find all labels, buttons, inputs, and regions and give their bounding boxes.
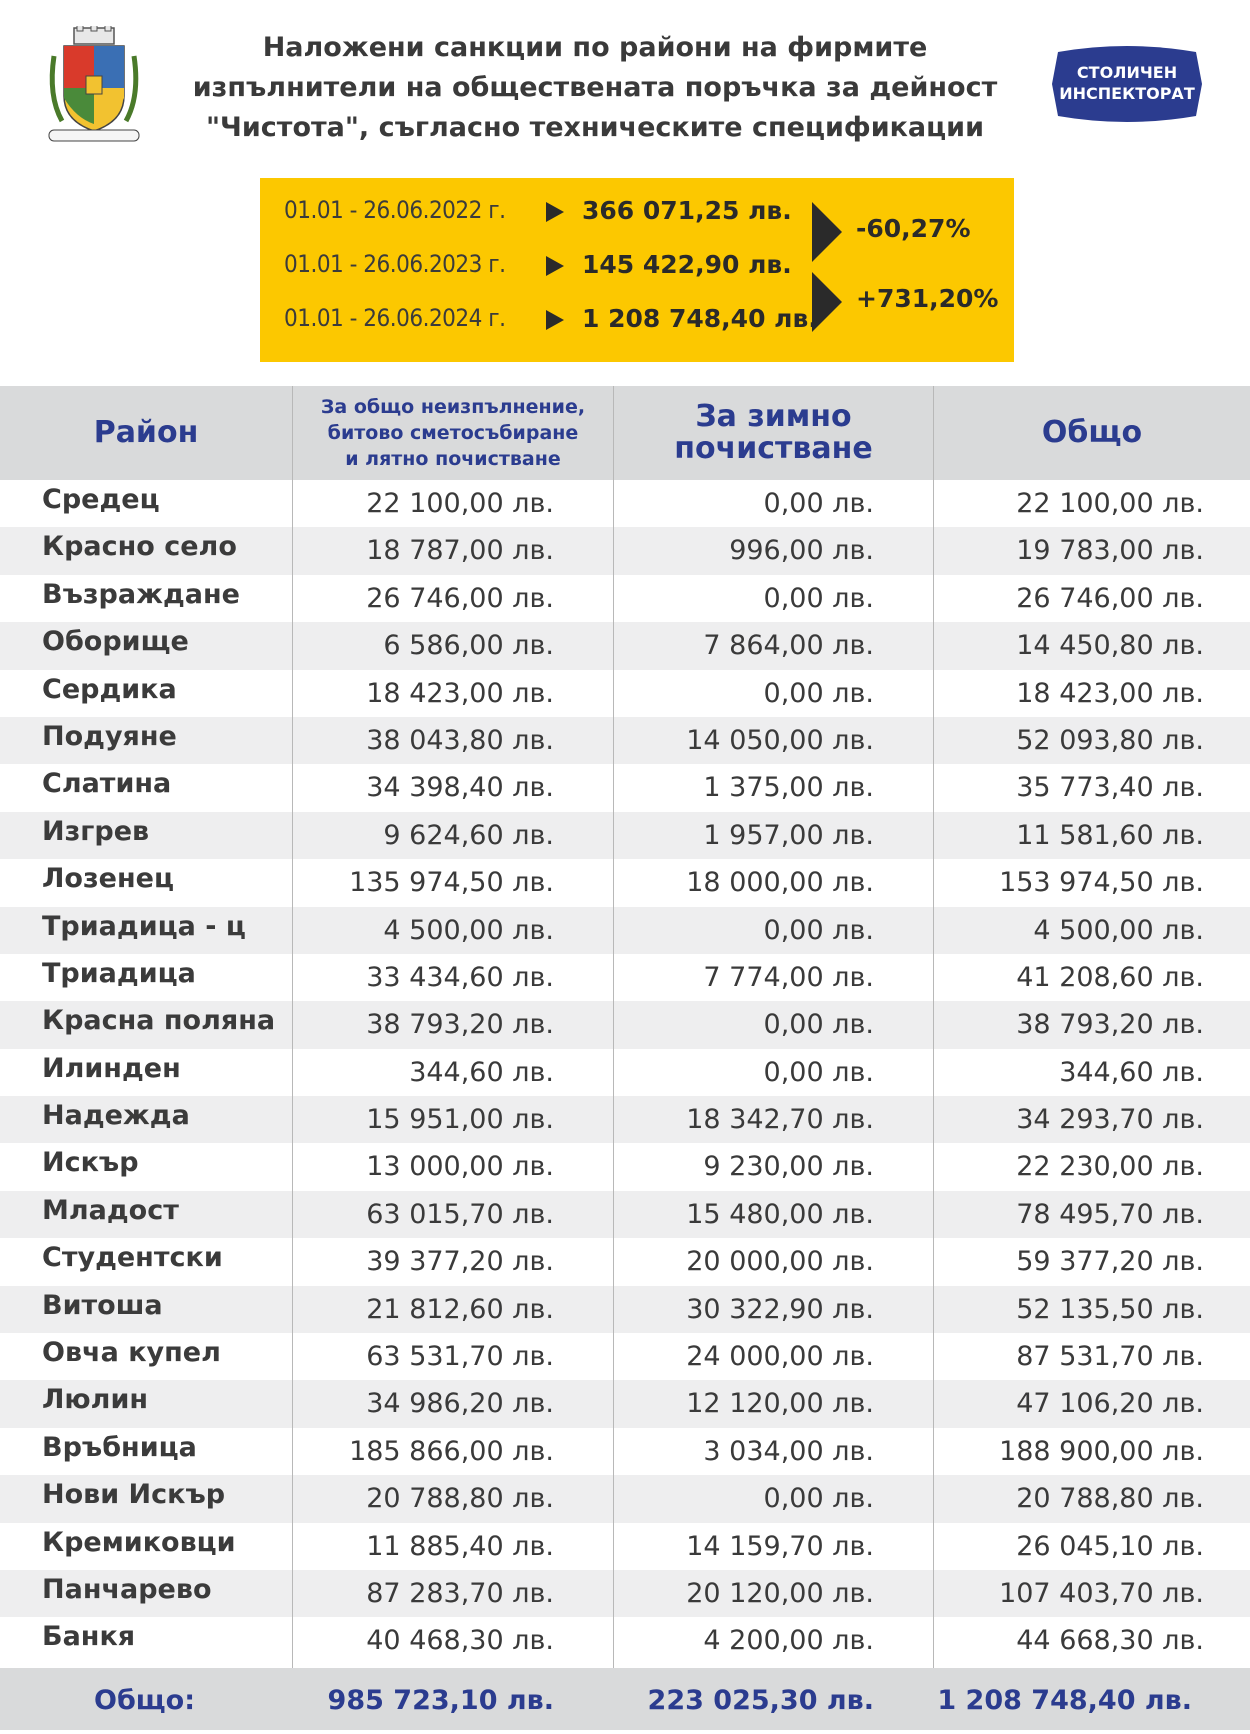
winter-cell: 7 864,00 лв. [703,630,874,662]
district-cell: Илинден [42,1052,181,1084]
general-cell: 6 586,00 лв. [383,630,554,662]
table-row [0,1333,1250,1380]
sofia-coat-of-arms-logo [44,26,144,146]
district-cell: Витоша [42,1289,163,1321]
header-general-line: За общо неизпълнение, [320,396,586,418]
table-row [0,670,1250,717]
total-cell: 22 100,00 лв. [1016,488,1204,519]
title-line-3: "Чистота", съгласно техническите спецификации [205,112,985,143]
district-cell: Студентски [42,1242,223,1274]
winter-cell: 24 000,00 лв. [686,1341,874,1373]
page-title [180,28,1010,148]
winter-cell: 0,00 лв. [763,914,874,946]
winter-cell: 1 375,00 лв. [703,772,874,804]
table-row [0,1191,1250,1238]
total-cell: 344,60 лв. [1059,1056,1204,1088]
winter-cell: 14 159,70 лв. [686,1530,874,1562]
winter-cell: 18 000,00 лв. [686,867,874,899]
table-row [0,1428,1250,1475]
table-row [0,622,1250,669]
summary-period: 01.01 - 26.06.2022 г. [284,196,506,224]
district-cell: Подуяне [42,720,177,752]
total-cell: 26 746,00 лв. [1016,582,1204,614]
total-cell: 22 230,00 лв. [1016,1151,1204,1183]
winter-cell: 1 957,00 лв. [703,819,874,851]
district-cell: Кремиковци [42,1526,236,1558]
winter-cell: 0,00 лв. [763,488,874,519]
winter-cell: 4 200,00 лв. [703,1625,874,1657]
general-cell: 39 377,20 лв. [366,1246,554,1278]
table-row [0,1475,1250,1522]
winter-cell: 7 774,00 лв. [703,961,874,993]
table-row [0,1523,1250,1570]
table-row [0,480,1250,527]
summary-period: 01.01 - 26.06.2023 г. [284,250,506,278]
total-cell: 20 788,80 лв. [1016,1483,1204,1515]
district-cell: Сердика [42,673,177,705]
table-body [0,480,1250,1665]
general-cell: 9 624,60 лв. [383,819,554,851]
general-cell: 34 398,40 лв. [366,772,554,804]
general-cell: 20 788,80 лв. [366,1483,554,1515]
winter-cell: 0,00 лв. [763,1056,874,1088]
table-row [0,1617,1250,1664]
district-cell: Панчарево [42,1573,212,1605]
total-cell: 34 293,70 лв. [1016,1104,1204,1136]
table-header [0,386,1250,480]
table-row [0,1096,1250,1143]
total-cell: 14 450,80 лв. [1016,630,1204,662]
summary-amount: 366 071,25 лв. [582,196,792,225]
district-cell: Възраждане [42,578,240,610]
general-cell: 13 000,00 лв. [366,1151,554,1183]
winter-cell: 0,00 лв. [763,677,874,709]
summary-period: 01.01 - 26.06.2024 г. [284,304,506,332]
district-cell: Нови Искър [42,1479,226,1511]
total-cell: 26 045,10 лв. [1016,1530,1204,1562]
general-cell: 15 951,00 лв. [366,1104,554,1136]
general-cell: 26 746,00 лв. [366,582,554,614]
badge-line-2: ИНСПЕКТОРАТ [1059,84,1195,103]
winter-cell: 996,00 лв. [729,535,874,567]
play-arrow-icon [546,310,564,330]
general-cell: 135 974,50 лв. [349,867,554,899]
winter-cell: 30 322,90 лв. [686,1293,874,1325]
general-cell: 4 500,00 лв. [383,914,554,946]
table-row [0,1380,1250,1427]
table-row [0,812,1250,859]
table-row [0,764,1250,811]
total-cell: 19 783,00 лв. [1016,535,1204,567]
district-cell: Банкя [42,1621,136,1653]
winter-cell: 18 342,70 лв. [686,1104,874,1136]
winter-cell: 14 050,00 лв. [686,724,874,756]
badge-text [1048,62,1206,104]
winter-cell: 3 034,00 лв. [703,1435,874,1467]
totals-label: Общо: [94,1685,195,1716]
totals-general: 985 723,10 лв. [327,1685,554,1716]
district-cell: Люлин [42,1384,149,1416]
district-cell: Средец [42,484,160,515]
totals-row [0,1668,1250,1730]
district-cell: Слатина [42,768,172,800]
winter-cell: 20 120,00 лв. [686,1577,874,1609]
change-percent-1: -60,27% [856,214,971,243]
general-cell: 63 015,70 лв. [366,1198,554,1230]
column-divider [292,386,293,1730]
change-percent-2: +731,20% [856,284,999,313]
winter-cell: 15 480,00 лв. [686,1198,874,1230]
big-arrow-icon [812,272,842,332]
district-cell: Надежда [42,1100,190,1132]
total-cell: 52 093,80 лв. [1016,724,1204,756]
district-cell: Оборище [42,626,189,658]
general-cell: 344,60 лв. [409,1056,554,1088]
table-row [0,907,1250,954]
summary-amount: 1 208 748,40 лв. [582,304,818,333]
district-cell: Младост [42,1194,179,1226]
totals-winter: 223 025,30 лв. [647,1685,874,1716]
general-cell: 18 423,00 лв. [366,677,554,709]
total-cell: 107 403,70 лв. [999,1577,1204,1609]
table-row [0,527,1250,574]
summary-amount: 145 422,90 лв. [582,250,792,279]
table-row [0,859,1250,906]
general-cell: 22 100,00 лв. [366,488,554,519]
total-cell: 47 106,20 лв. [1016,1388,1204,1420]
table-row [0,1570,1250,1617]
general-cell: 63 531,70 лв. [366,1341,554,1373]
total-cell: 52 135,50 лв. [1016,1293,1204,1325]
general-cell: 18 787,00 лв. [366,535,554,567]
total-cell: 18 423,00 лв. [1016,677,1204,709]
title-line-1: Наложени санкции по райони на фирмите [262,32,928,63]
play-arrow-icon [546,202,564,222]
column-divider [933,386,934,1730]
table-row [0,1238,1250,1285]
totals-total: 1 208 748,40 лв. [937,1685,1192,1716]
general-cell: 34 986,20 лв. [366,1388,554,1420]
total-cell: 153 974,50 лв. [999,867,1204,899]
table-row [0,1286,1250,1333]
column-divider [613,386,614,1730]
winter-cell: 12 120,00 лв. [686,1388,874,1420]
play-arrow-icon [546,256,564,276]
district-cell: Изгрев [42,815,150,847]
table-row [0,954,1250,1001]
general-cell: 11 885,40 лв. [366,1530,554,1562]
winter-cell: 20 000,00 лв. [686,1246,874,1278]
header-general-line: и лятно почистване [345,448,561,470]
header-winter [614,386,933,480]
table-row [0,717,1250,764]
summary-box [260,178,1014,362]
table-row [0,1049,1250,1096]
header-total: Общо [1041,415,1143,450]
district-cell: Лозенец [42,863,174,895]
total-cell: 11 581,60 лв. [1016,819,1204,851]
header-winter-line: почистване [674,431,873,466]
general-cell: 38 793,20 лв. [366,1009,554,1041]
table-row [0,1001,1250,1048]
total-cell: 87 531,70 лв. [1016,1341,1204,1373]
district-cell: Овча купел [42,1337,221,1369]
district-cell: Триадица - ц [42,910,246,942]
title-line-2: изпълнители на обществената поръчка за дейност [192,72,998,103]
badge-line-1: СТОЛИЧЕН [1076,63,1178,82]
winter-cell: 0,00 лв. [763,1483,874,1515]
winter-cell: 0,00 лв. [763,582,874,614]
total-cell: 35 773,40 лв. [1016,772,1204,804]
total-cell: 41 208,60 лв. [1016,961,1204,993]
total-cell: 188 900,00 лв. [999,1435,1204,1467]
general-cell: 40 468,30 лв. [366,1625,554,1657]
sanctions-table [0,386,1250,1665]
total-cell: 4 500,00 лв. [1033,914,1204,946]
header-district: Район [93,415,199,450]
district-cell: Красна поляна [42,1005,276,1037]
big-arrow-icon [812,202,842,262]
general-cell: 185 866,00 лв. [349,1435,554,1467]
table-row [0,1143,1250,1190]
general-cell: 87 283,70 лв. [366,1577,554,1609]
winter-cell: 9 230,00 лв. [703,1151,874,1183]
header-winter-line: За зимно [695,399,852,434]
header-general [293,386,613,480]
general-cell: 21 812,60 лв. [366,1293,554,1325]
total-cell: 44 668,30 лв. [1016,1625,1204,1657]
district-cell: Триадица [42,957,196,989]
district-cell: Красно село [42,531,237,563]
table-row [0,575,1250,622]
total-cell: 38 793,20 лв. [1016,1009,1204,1041]
total-cell: 78 495,70 лв. [1016,1198,1204,1230]
header-general-line: битово сметосъбиране [327,422,579,444]
total-cell: 59 377,20 лв. [1016,1246,1204,1278]
district-cell: Връбница [42,1431,197,1463]
winter-cell: 0,00 лв. [763,1009,874,1041]
general-cell: 38 043,80 лв. [366,724,554,756]
general-cell: 33 434,60 лв. [366,961,554,993]
district-cell: Искър [42,1147,139,1179]
